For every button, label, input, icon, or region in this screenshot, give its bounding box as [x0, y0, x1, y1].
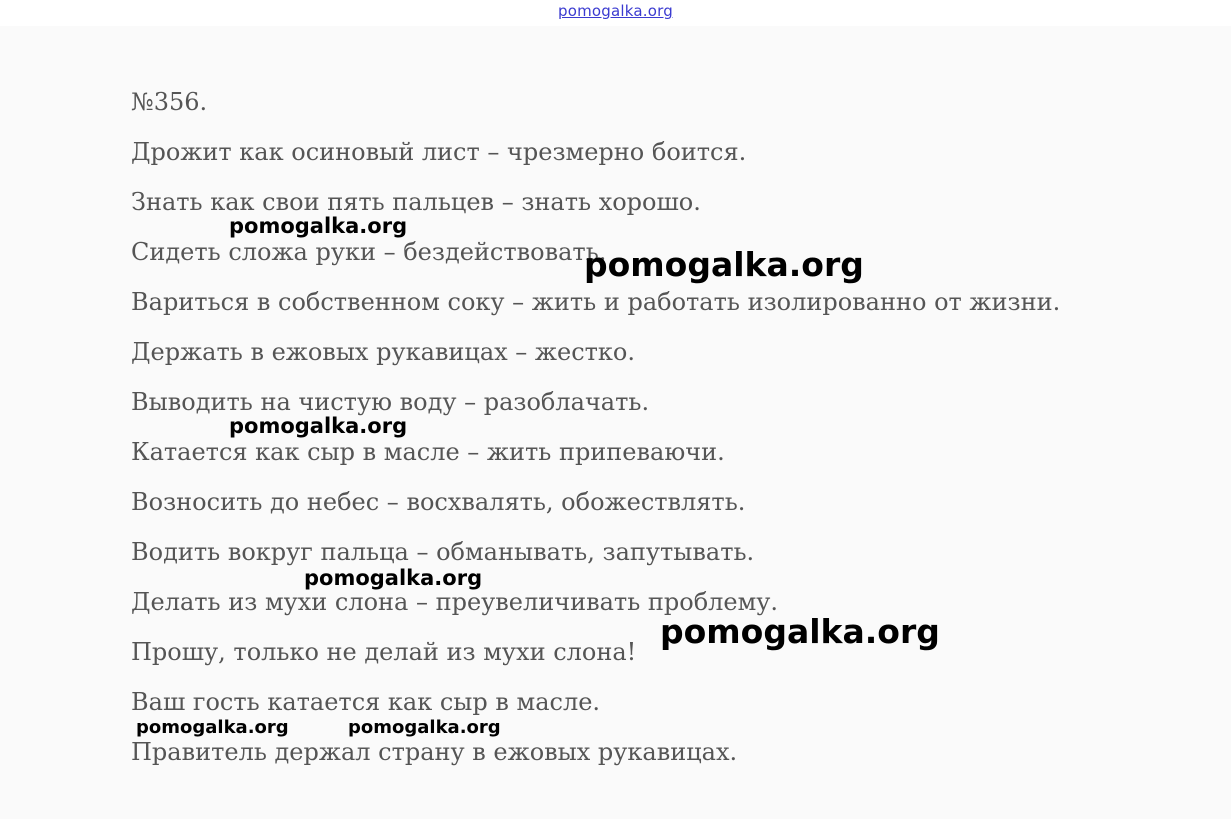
text-line: Прошу, только не делай из мухи слона!	[131, 638, 637, 666]
text-line: Катается как сыр в масле – жить припеваючи.	[131, 438, 725, 466]
watermark: pomogalka.org	[660, 612, 940, 651]
text-line: Водить вокруг пальца – обманывать, запутывать.	[131, 538, 755, 566]
text-line: Дрожит как осиновый лист – чрезмерно боится.	[131, 138, 747, 166]
text-line: Выводить на чистую воду – разоблачать.	[131, 388, 650, 416]
watermark: pomogalka.org	[229, 414, 408, 438]
watermark: pomogalka.org	[229, 214, 408, 238]
text-line: Возносить до небес – восхвалять, обожествлять.	[131, 488, 746, 516]
text-line: Сидеть сложа руки – бездействовать.	[131, 238, 607, 266]
text-line: Знать как свои пять пальцев – знать хорошо.	[131, 188, 701, 216]
exercise-number: №356.	[131, 88, 208, 116]
text-line: Вариться в собственном соку – жить и работать изолированно от жизни.	[131, 288, 1061, 316]
watermark: pomogalka.org	[584, 245, 864, 284]
text-line: Делать из мухи слона – преувеличивать проблему.	[131, 588, 779, 616]
watermark: pomogalka.org	[348, 717, 501, 738]
watermark: pomogalka.org	[136, 717, 289, 738]
text-line: Правитель держал страну в ежовых рукавицах.	[131, 738, 738, 766]
text-line: Ваш гость катается как сыр в масле.	[131, 688, 601, 716]
text-line: Держать в ежовых рукавицах – жестко.	[131, 338, 635, 366]
watermark: pomogalka.org	[304, 566, 483, 590]
top-site-link[interactable]: pomogalka.org	[558, 2, 673, 20]
